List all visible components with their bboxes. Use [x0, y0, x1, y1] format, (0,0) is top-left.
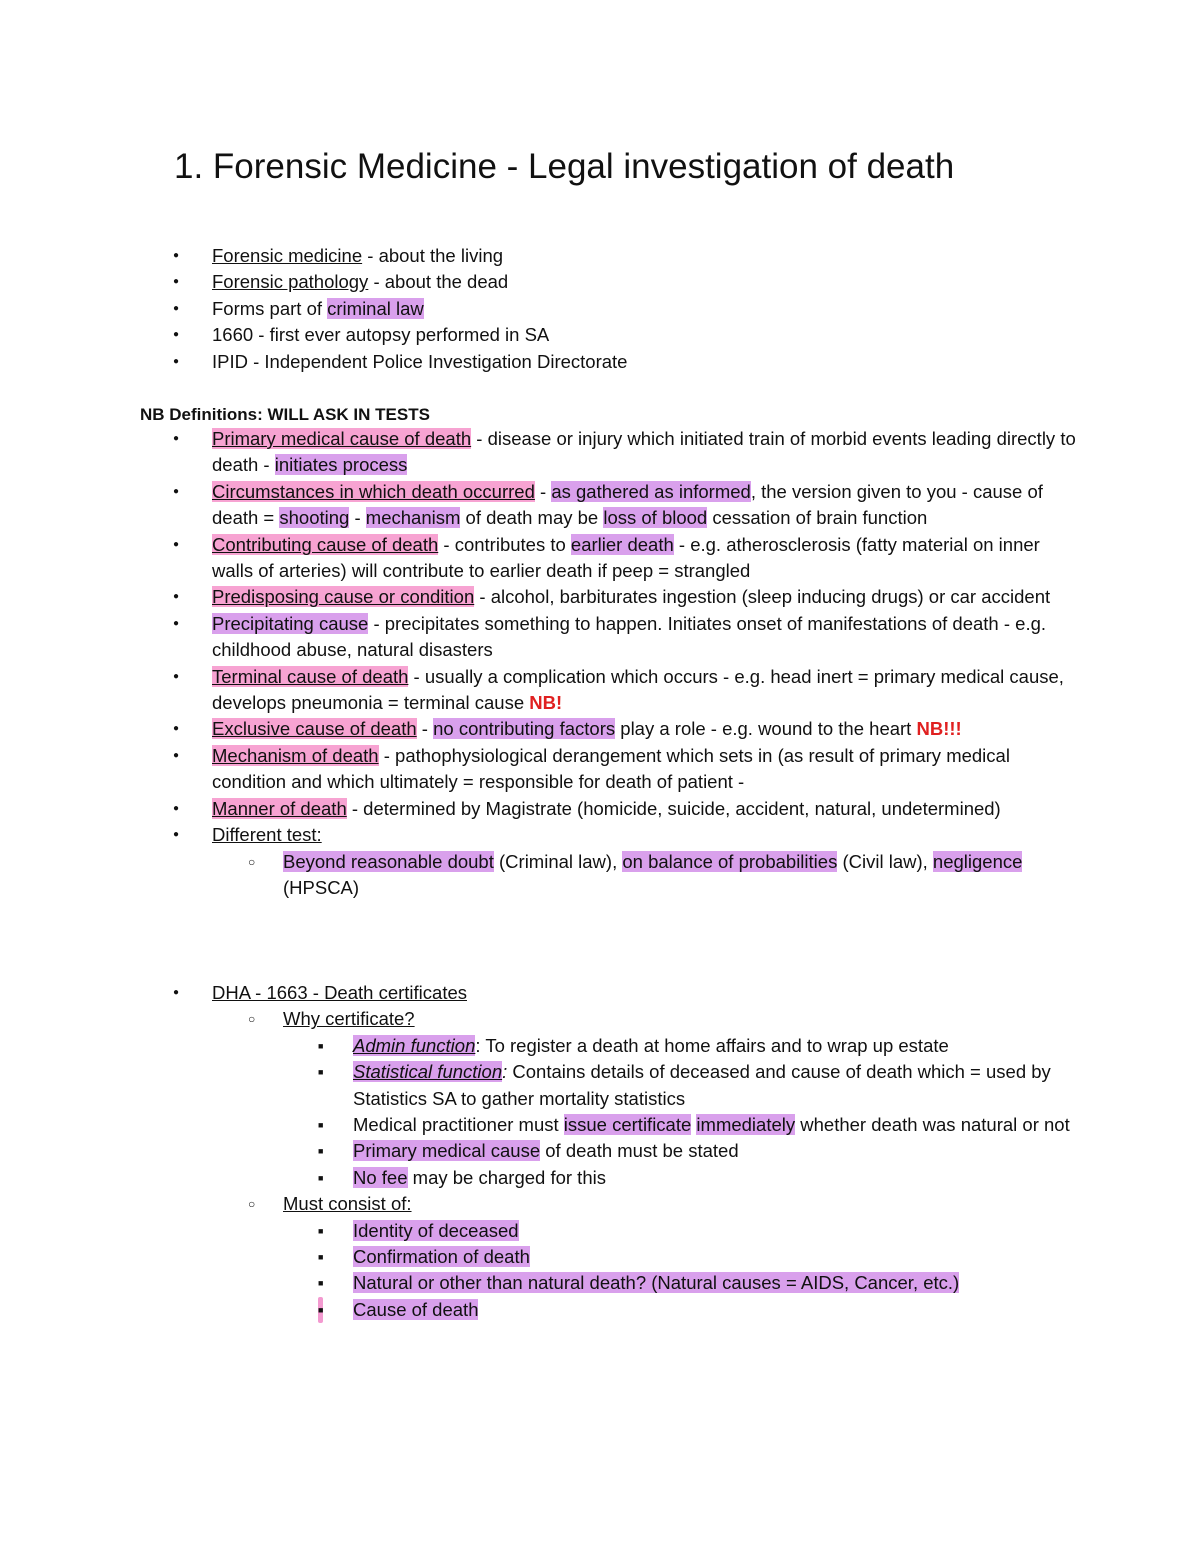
- highlight: Natural or other than natural death? (Natural causes = AIDS, Cancer, etc.): [353, 1272, 960, 1294]
- term: Mechanism of death: [212, 744, 379, 766]
- text: cessation of brain function: [707, 507, 928, 529]
- definition-mechanism: [0, 743, 1200, 796]
- text: - pathophysiological derangement which sets in (as result of primary medical condition and which ultimately = responsible for death of patient -: [212, 744, 1010, 793]
- term: Contributing cause of death: [212, 533, 439, 555]
- text: whether death was natural or not: [795, 1114, 1070, 1136]
- highlight: no contributing factors: [433, 718, 616, 740]
- text: - usually a complication which occurs - e.g. head inert = primary medical cause, develops pneumonia = terminal cause: [212, 665, 1064, 714]
- highlight: Identity of deceased: [353, 1219, 519, 1241]
- text: , the version given to you - cause of death =: [212, 480, 1043, 529]
- text: Forms part of: [212, 297, 328, 319]
- definition-exclusive: [0, 716, 1200, 742]
- text: :: [502, 1061, 508, 1083]
- text: of death may be: [460, 507, 604, 529]
- definition-manner: [0, 796, 1200, 822]
- definition-different-test: [0, 822, 1200, 848]
- term: Manner of death: [212, 797, 347, 819]
- definition-precipitating: [0, 611, 1200, 664]
- text: - precipitates something to happen. Initiates onset of manifestations of death - e.g. childhood abuse, natural disasters: [212, 612, 1047, 661]
- highlight: earlier death: [570, 533, 674, 555]
- list-item: [0, 1297, 1200, 1323]
- text: - about the living: [362, 245, 504, 266]
- list-item: [0, 296, 1200, 322]
- term: Predisposing cause or condition: [212, 586, 475, 608]
- highlight: issue certificate: [563, 1114, 692, 1136]
- highlight: as gathered as informed: [551, 480, 751, 502]
- text: - disease or injury which initiated train of morbid events leading directly to death -: [212, 428, 1076, 476]
- text: may be charged for this: [407, 1166, 606, 1188]
- list-item: [0, 1112, 1200, 1138]
- list-item: [0, 1033, 1200, 1059]
- text: - alcohol, barbiturates ingestion (sleep inducing drugs) or car accident: [474, 586, 1051, 608]
- term: Statistical function: [353, 1061, 503, 1083]
- list-item: [0, 243, 1200, 269]
- definition-terminal: [0, 664, 1200, 717]
- text: IPID - Independent Police Investigation Directorate: [212, 350, 628, 372]
- intro-list: [0, 243, 1200, 375]
- list-item: [0, 1244, 1200, 1270]
- text: -: [416, 718, 434, 740]
- text: 1660 - first ever autopsy performed in SA: [212, 324, 550, 346]
- term: Circumstances in which death occurred: [212, 480, 535, 502]
- term: Admin function: [353, 1034, 476, 1056]
- must-consist: [0, 1191, 1200, 1217]
- highlight: Cause of death: [353, 1298, 479, 1320]
- list-item: [0, 1270, 1200, 1296]
- highlight: Primary medical cause: [353, 1140, 541, 1162]
- text: Contains details of deceased and cause of death which = used by Statistics SA to gather mortality statistics: [353, 1061, 1051, 1109]
- list-item: [0, 1165, 1200, 1191]
- highlight: initiates process: [274, 454, 408, 476]
- definition-circumstances: [0, 479, 1200, 532]
- text: of death must be stated: [540, 1140, 739, 1162]
- highlight: Confirmation of death: [353, 1246, 530, 1268]
- term: Why certificate?: [283, 1008, 415, 1030]
- highlight: loss of blood: [603, 507, 708, 529]
- text: play a role - e.g. wound to the heart: [615, 718, 917, 740]
- term: Different test:: [212, 824, 322, 846]
- why-certificate: [0, 1006, 1200, 1032]
- term: Primary medical cause of death: [212, 428, 472, 449]
- dha-item: [0, 980, 1200, 1006]
- text: (HPSCA): [283, 876, 360, 898]
- definition-contributing: [0, 532, 1200, 585]
- different-test-detail: [0, 849, 1200, 902]
- term: Forensic pathology: [212, 271, 369, 293]
- nb-mark: NB!!!: [916, 718, 962, 740]
- text: -: [534, 480, 552, 502]
- text: : To register a death at home affairs and to wrap up estate: [475, 1034, 949, 1056]
- highlight: No fee: [353, 1166, 408, 1188]
- term: Must consist of:: [283, 1193, 412, 1215]
- term: Terminal cause of death: [212, 665, 409, 687]
- highlight: Beyond reasonable doubt: [283, 850, 494, 872]
- text: Medical practitioner must: [353, 1114, 564, 1136]
- list-item: [0, 269, 1200, 295]
- definition-predisposing: [0, 584, 1200, 610]
- term: DHA - 1663 - Death certificates: [212, 982, 467, 1003]
- page-title: 1. Forensic Medicine - Legal investigation of death: [174, 147, 955, 186]
- text: (Civil law),: [837, 850, 933, 872]
- list-item: [0, 349, 1200, 375]
- highlight: criminal law: [327, 297, 424, 319]
- term: Exclusive cause of death: [212, 718, 417, 740]
- highlight: on balance of probabilities: [622, 850, 838, 872]
- text: (Criminal law),: [493, 850, 623, 872]
- list-item: [0, 1138, 1200, 1164]
- text: - about the dead: [368, 271, 509, 293]
- term: Precipitating cause: [212, 612, 369, 634]
- list-item: [0, 1218, 1200, 1244]
- list-item: [0, 1059, 1200, 1112]
- highlight: negligence: [932, 850, 1023, 872]
- highlight: mechanism: [365, 507, 461, 529]
- dha-list: [0, 980, 1200, 1323]
- highlight: immediately: [696, 1114, 796, 1136]
- definition-primary: [0, 426, 1200, 479]
- text: - determined by Magistrate (homicide, suicide, accident, natural, undetermined): [346, 797, 1001, 819]
- definitions-list: [0, 426, 1200, 901]
- highlight: shooting: [279, 507, 350, 529]
- list-item: [0, 322, 1200, 348]
- text: - e.g. atherosclerosis (fatty material on inner walls of arteries) will contribute to earlier death if peep = strangled: [212, 533, 1040, 582]
- nb-mark: NB!: [529, 692, 563, 714]
- term: Forensic medicine: [212, 245, 363, 266]
- section-heading: NB Definitions: WILL ASK IN TESTS: [140, 405, 430, 424]
- text: -: [349, 507, 366, 529]
- text: - contributes to: [438, 533, 571, 555]
